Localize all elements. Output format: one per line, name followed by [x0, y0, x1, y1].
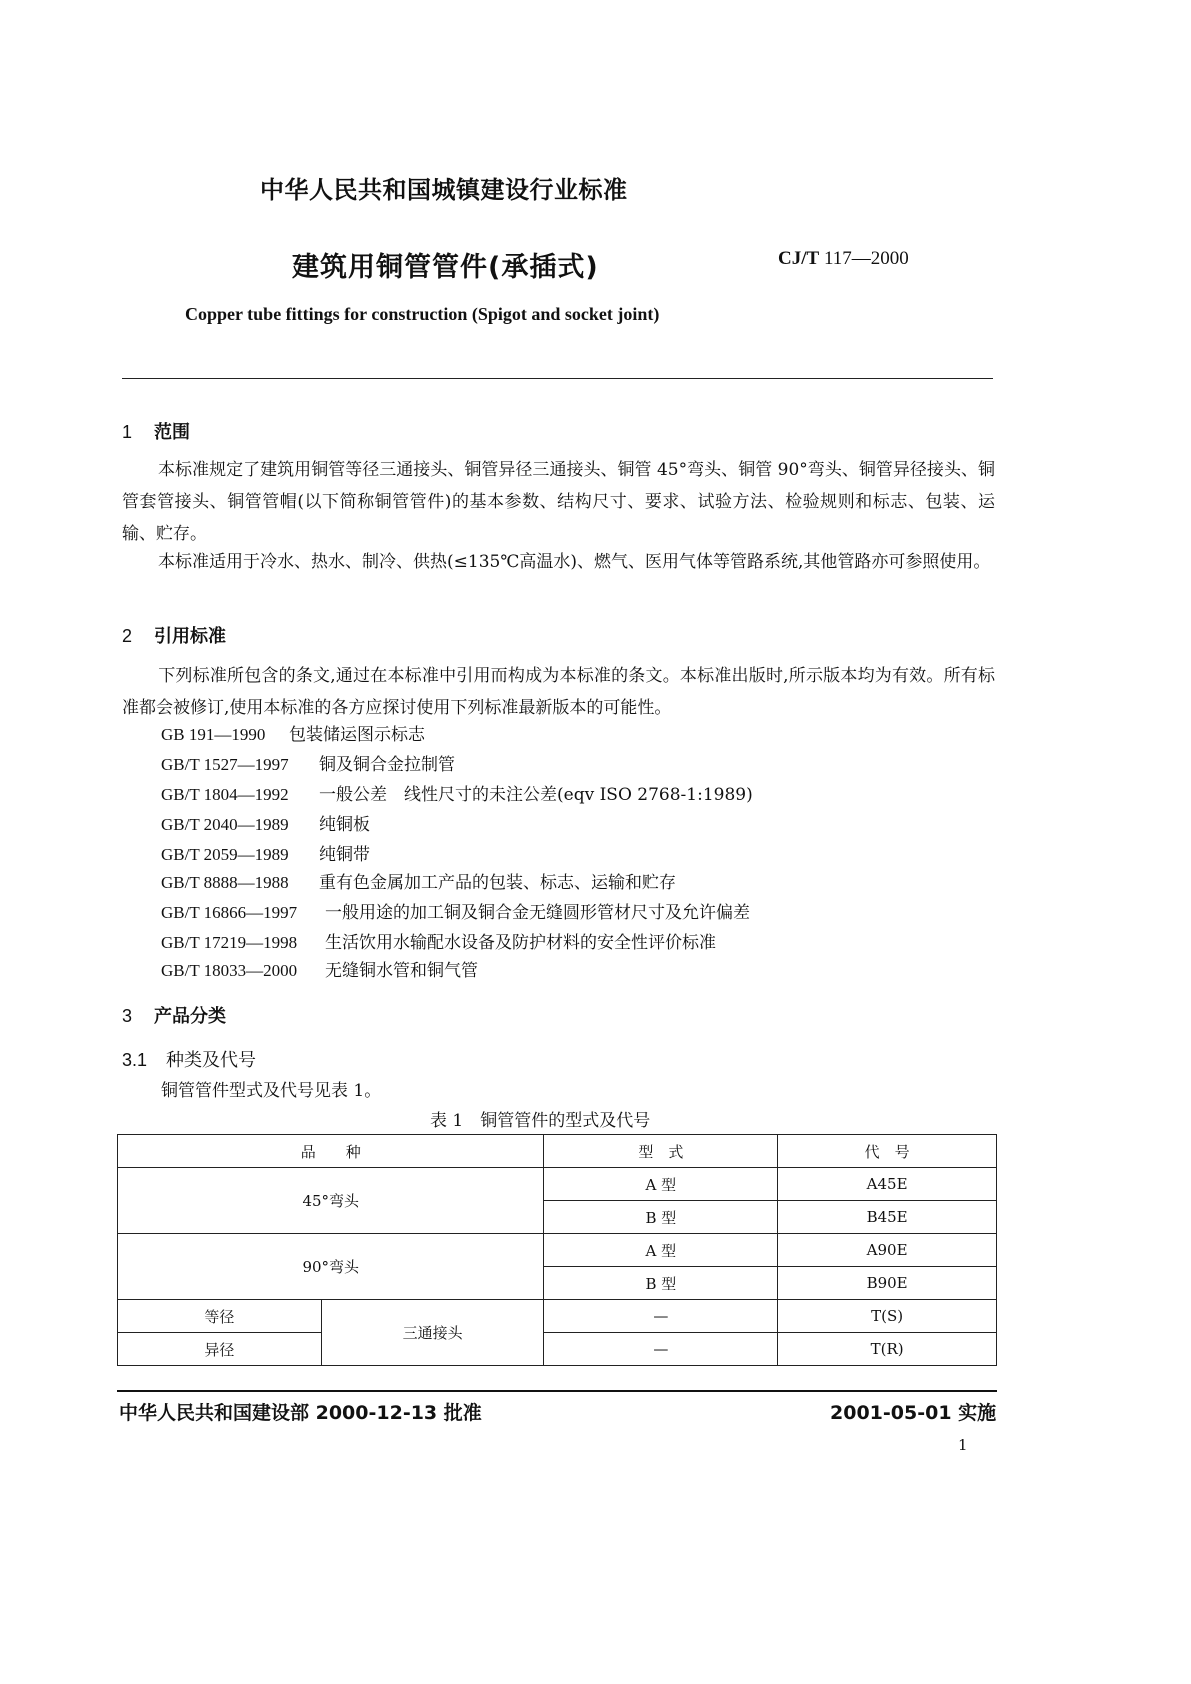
section-3-heading: [122, 1002, 226, 1028]
reference-item: [161, 898, 750, 928]
cell-code: B45E: [778, 1201, 997, 1234]
cell-kind: 三通接头: [321, 1300, 544, 1366]
cell-type: B 型: [544, 1267, 778, 1300]
cell-kind: 90°弯头: [118, 1234, 544, 1300]
reference-code: GB/T 2059—1989: [161, 845, 289, 864]
cell-type: A 型: [544, 1234, 778, 1267]
fittings-type-table: [117, 1134, 997, 1366]
cell-code: T(R): [778, 1333, 997, 1366]
page-number: 1: [958, 1436, 968, 1454]
cell-subkind: 异径: [118, 1333, 322, 1366]
reference-item: [161, 720, 425, 750]
cell-type: —: [544, 1300, 778, 1333]
reference-item: [161, 868, 676, 898]
table-row: [118, 1300, 997, 1333]
reference-item: [161, 956, 478, 986]
reference-item: [161, 810, 370, 840]
section-title: 引用标准: [154, 626, 226, 647]
cell-type: —: [544, 1333, 778, 1366]
reference-title: 无缝铜水管和铜气管: [325, 961, 478, 981]
section-1-heading: [122, 418, 190, 444]
header-type: 型 式: [544, 1135, 778, 1168]
reference-title: 纯铜带: [319, 845, 370, 865]
subsection-number: 3.1: [122, 1050, 148, 1070]
section-title: 产品分类: [154, 1006, 226, 1027]
subsection-title: 种类及代号: [166, 1050, 256, 1071]
subsection-3-1-heading: [122, 1046, 256, 1072]
section-number: 3: [122, 1006, 133, 1026]
cell-code: T(S): [778, 1300, 997, 1333]
cell-kind: 45°弯头: [118, 1168, 544, 1234]
cell-subkind: 等径: [118, 1300, 322, 1333]
header-code: 代 号: [778, 1135, 997, 1168]
issuing-body-heading: 中华人民共和国城镇建设行业标准: [260, 176, 628, 204]
effective-date: 2001-05-01 实施: [830, 1402, 997, 1424]
cell-type: A 型: [544, 1168, 778, 1201]
reference-item: [161, 840, 370, 870]
standard-code: [778, 248, 909, 270]
section-1-paragraph-1: [122, 454, 995, 550]
reference-title: 包装储运图示标志: [289, 725, 425, 745]
reference-code: GB/T 8888—1988: [161, 873, 289, 892]
reference-item: [161, 750, 455, 780]
reference-code: GB/T 1804—1992: [161, 785, 289, 804]
reference-code: GB/T 2040—1989: [161, 815, 289, 834]
reference-title: 生活饮用水输配水设备及防护材料的安全性评价标准: [325, 933, 716, 953]
table-caption: 表 1 铜管管件的型式及代号: [430, 1111, 651, 1131]
table-header-row: [118, 1135, 997, 1168]
section-2-heading: [122, 622, 226, 648]
reference-title: 重有色金属加工产品的包装、标志、运输和贮存: [319, 873, 676, 893]
standard-title-en: Copper tube fittings for construction (Spigot and socket joint): [185, 304, 660, 324]
footer-divider: [117, 1390, 997, 1392]
reference-title: 一般公差 线性尺寸的未注公差(eqv ISO 2768-1:1989): [319, 785, 753, 805]
reference-code: GB 191—1990: [161, 725, 266, 744]
section-number: 2: [122, 626, 133, 646]
approval-date: 中华人民共和国建设部 2000-12-13 批准: [119, 1402, 482, 1424]
standard-code-number: 117—2000: [819, 248, 909, 269]
section-number: 1: [122, 422, 133, 442]
paragraph-text: 下列标准所包含的条文,通过在本标准中引用而构成为本标准的条文。本标准出版时,所示版本均为有效。所有标准都会被修订,使用本标准的各方应探讨使用下列标准最新版本的可能性。: [122, 666, 995, 718]
reference-title: 纯铜板: [319, 815, 370, 835]
subsection-3-1-text: 铜管管件型式及代号见表 1。: [161, 1081, 382, 1101]
header-kind: 品 种: [118, 1135, 544, 1168]
reference-item: [161, 928, 716, 958]
reference-item: [161, 780, 753, 810]
section-title: 范围: [154, 422, 190, 443]
cell-code: A90E: [778, 1234, 997, 1267]
table-row: [118, 1168, 997, 1201]
header-divider: [122, 378, 993, 379]
paragraph-text: 本标准适用于冷水、热水、制冷、供热(≤135℃高温水)、燃气、医用气体等管路系统,其他管路亦可参照使用。: [158, 552, 991, 572]
reference-code: GB/T 16866—1997: [161, 903, 298, 922]
reference-title: 一般用途的加工铜及铜合金无缝圆形管材尺寸及允许偏差: [325, 903, 750, 923]
section-2-paragraph-1: [122, 660, 995, 724]
reference-title: 铜及铜合金拉制管: [319, 755, 455, 775]
cell-code: A45E: [778, 1168, 997, 1201]
standard-code-prefix: CJ/T: [778, 248, 820, 269]
paragraph-text: 本标准规定了建筑用铜管等径三通接头、铜管异径三通接头、铜管 45°弯头、铜管 90°弯头、铜管异径接头、铜管套管接头、铜管管帽(以下简称铜管管件)的基本参数、结构尺寸、要求、试验方法、检验规则和标志、包装、运输、贮存。: [122, 460, 995, 544]
cell-code: B90E: [778, 1267, 997, 1300]
reference-code: GB/T 1527—1997: [161, 755, 289, 774]
section-1-paragraph-2: [122, 546, 995, 578]
reference-code: GB/T 18033—2000: [161, 961, 298, 980]
reference-code: GB/T 17219—1998: [161, 933, 298, 952]
table-row: [118, 1234, 997, 1267]
cell-type: B 型: [544, 1201, 778, 1234]
standard-title-cn: 建筑用铜管管件(承插式): [292, 252, 599, 283]
table-row: [118, 1333, 997, 1366]
